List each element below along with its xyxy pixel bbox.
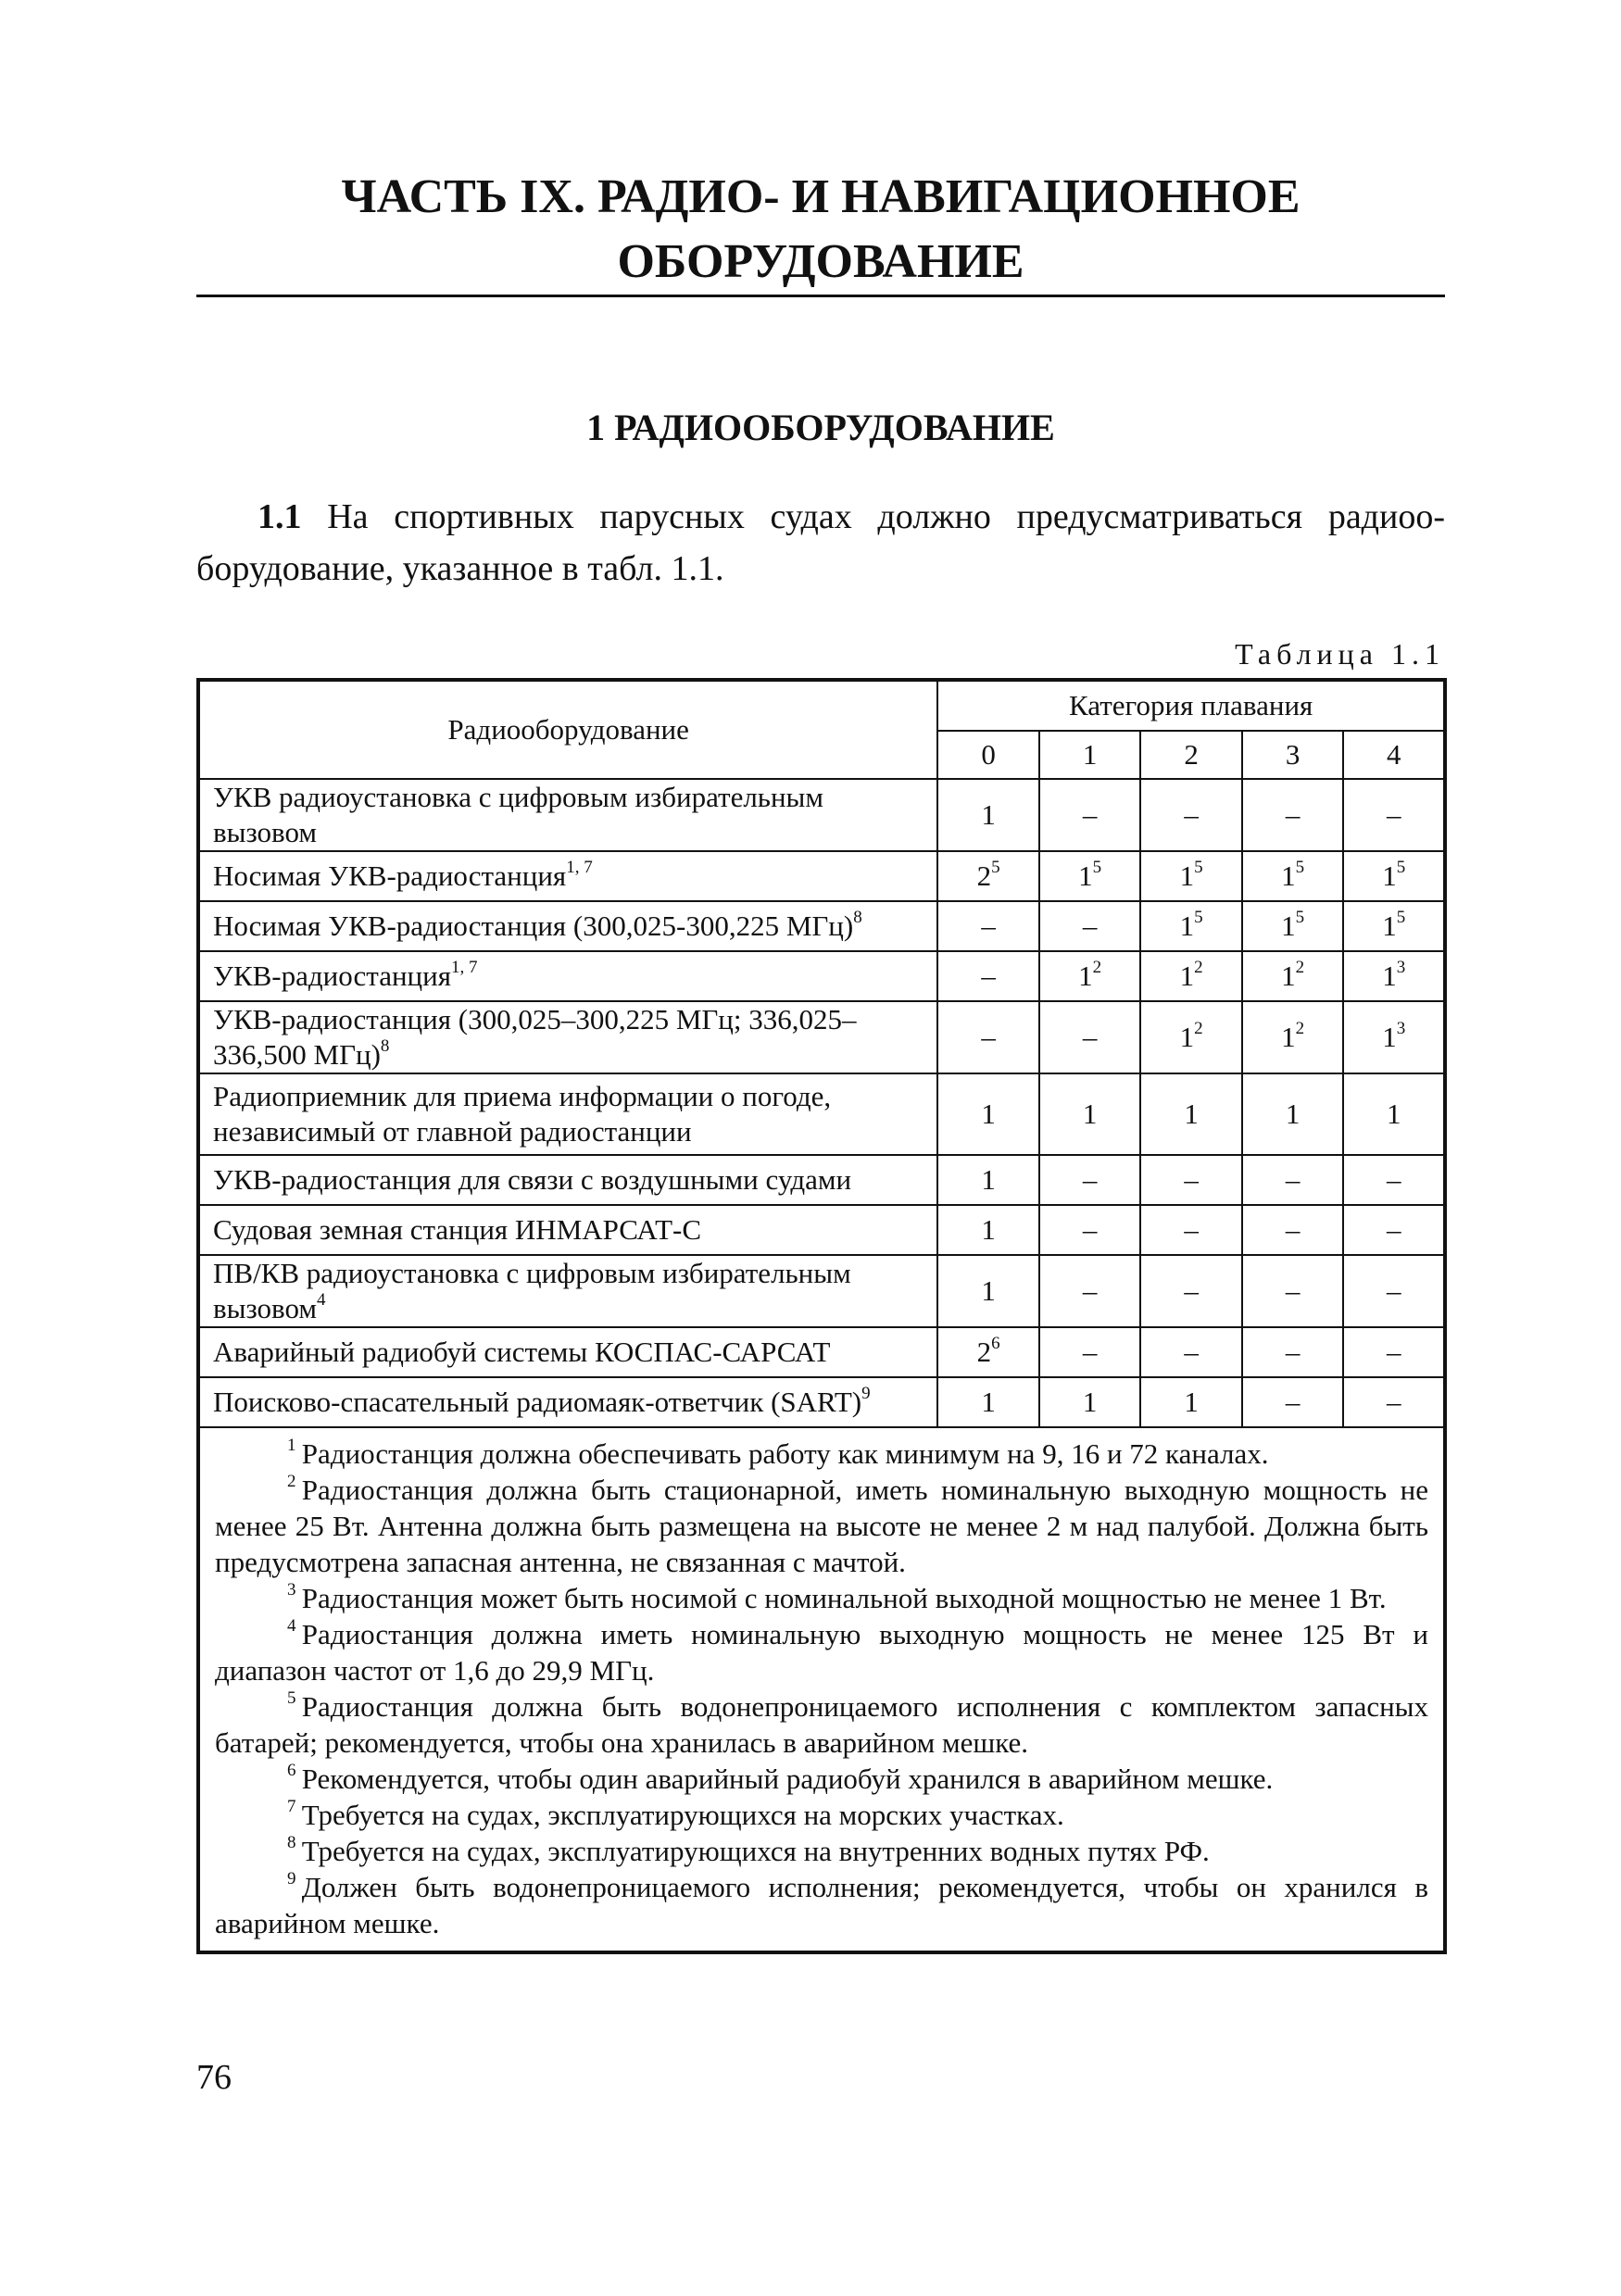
- footnote: [215, 1472, 1428, 1580]
- cell-value: –: [1184, 1213, 1199, 1246]
- footnote: [215, 1436, 1428, 1472]
- value-cell: [937, 1205, 1039, 1255]
- footnote-text: Должен быть водонепроницаемого исполнения; рекомендуется, чтобы он хранился в аварийном мешке.: [215, 1871, 1428, 1939]
- cell-footnote-ref: 5: [1194, 908, 1203, 927]
- page-title-line-2: ОБОРУДОВАНИЕ: [617, 235, 1024, 288]
- value-cell: [1140, 1205, 1242, 1255]
- cell-value: 1: [1082, 1386, 1098, 1418]
- cell-value: –: [1386, 1336, 1401, 1368]
- footnote: [215, 1869, 1428, 1941]
- value-cell: [1039, 1073, 1141, 1155]
- footnote-text: Радиостанция должна быть стационарной, иметь номинальную выходную мощность не менее 25 Вт. Антенна должна быть размещена на высоте не менее 2 м над палубой. Должна быть предусмотрена запасная антенна, не связанная с мачтой.: [215, 1474, 1428, 1578]
- cell-value: –: [1386, 1274, 1401, 1307]
- cell-value: –: [1285, 1163, 1301, 1196]
- value-cell: [1242, 1205, 1344, 1255]
- value-cell: [1343, 901, 1445, 951]
- cell-footnote-ref: 5: [991, 858, 1000, 877]
- paragraph-number: 1.1: [258, 497, 302, 536]
- value-cell: [1242, 901, 1344, 951]
- value-cell: [1140, 1073, 1242, 1155]
- footnote-mark: 5: [287, 1688, 296, 1708]
- value-cell: [1242, 1001, 1344, 1073]
- cell-footnote-ref: 5: [1295, 858, 1305, 877]
- value-cell: [1343, 1377, 1445, 1427]
- value-cell: [1039, 1327, 1141, 1377]
- equipment-name: Радиоприемник для приема информации о погоде, независимый от главной радиостанции: [213, 1080, 832, 1148]
- footnote-ref: 9: [861, 1384, 871, 1403]
- value-cell: [1343, 951, 1445, 1001]
- value-cell: [1039, 901, 1141, 951]
- equipment-name-cell: [198, 1001, 937, 1073]
- cell-value: 1: [1281, 910, 1296, 942]
- cell-footnote-ref: 5: [1194, 858, 1203, 877]
- cell-value: 1: [981, 1163, 996, 1196]
- equipment-name-cell: [198, 1155, 937, 1205]
- value-cell: [1039, 1155, 1141, 1205]
- footnote-ref: 4: [316, 1290, 326, 1310]
- equipment-name-cell: [198, 951, 937, 1001]
- equipment-name-cell: [198, 779, 937, 851]
- footnote-ref: 8: [380, 1036, 390, 1056]
- value-cell: [1242, 1377, 1344, 1427]
- value-cell: [937, 951, 1039, 1001]
- intro-paragraph: [196, 491, 1445, 595]
- value-cell: [1242, 1327, 1344, 1377]
- value-cell: [1039, 851, 1141, 901]
- footnote-mark: 6: [287, 1761, 296, 1780]
- equipment-name: УКВ-радиостанция (300,025–300,225 МГц; 336,025–336,500 МГц): [213, 1003, 857, 1071]
- cell-value: 1: [1184, 1386, 1199, 1418]
- value-cell: [937, 779, 1039, 851]
- footnote-mark: 1: [287, 1436, 296, 1455]
- equipment-name: Носимая УКВ-радиостанция (300,025-300,225 МГц): [213, 910, 854, 942]
- cell-value: –: [1285, 1336, 1301, 1368]
- cell-value: 1: [1285, 1098, 1301, 1130]
- footnote-mark: 8: [287, 1833, 296, 1852]
- cell-value: –: [1386, 1386, 1401, 1418]
- cell-value: 1: [1386, 1098, 1401, 1130]
- cell-value: 1: [1382, 910, 1397, 942]
- cell-value: 1: [1281, 960, 1296, 992]
- equipment-name: Судовая земная станция ИНМАРСАТ-С: [213, 1213, 701, 1246]
- cell-footnote-ref: 2: [1295, 958, 1305, 977]
- cell-value: –: [1082, 1336, 1098, 1368]
- cell-value: –: [1184, 798, 1199, 831]
- value-cell: [937, 1001, 1039, 1073]
- value-cell: [937, 851, 1039, 901]
- equipment-name-cell: [198, 1255, 937, 1327]
- page-number: 76: [196, 2058, 232, 2097]
- equipment-name: Аварийный радиобуй системы КОСПАС-САРСАТ: [213, 1336, 831, 1368]
- footnote: [215, 1761, 1428, 1797]
- value-cell: [1343, 1205, 1445, 1255]
- cell-value: –: [1082, 1213, 1098, 1246]
- footnote-text: Радиостанция должна быть водонепроницаемого исполнения с комплектом запасных батарей; рекомендуется, чтобы она хранилась в аварийном мешке.: [215, 1690, 1428, 1759]
- cell-footnote-ref: 5: [1396, 858, 1406, 877]
- footnote-text: Радиостанция должна обеспечивать работу как минимум на 9, 16 и 72 каналах.: [301, 1437, 1269, 1470]
- category-0-header: 0: [937, 731, 1039, 779]
- table-row: [198, 1327, 1445, 1377]
- cell-value: –: [1285, 1386, 1301, 1418]
- intro-text-2: борудование, указанное в табл. 1.1.: [196, 549, 724, 588]
- equipment-name-cell: [198, 1205, 937, 1255]
- footnote-text: Радиостанция должна иметь номинальную выходную мощность не менее 125 Вт и диапазон частот от 1,6 до 29,9 МГц.: [215, 1618, 1428, 1687]
- value-cell: [1343, 779, 1445, 851]
- cell-value: –: [1082, 1021, 1098, 1053]
- value-cell: [1242, 951, 1344, 1001]
- cell-value: 1: [1082, 1098, 1098, 1130]
- cell-value: –: [981, 960, 996, 992]
- value-cell: [1140, 851, 1242, 901]
- title-rule: [196, 295, 1445, 297]
- cell-footnote-ref: 3: [1396, 1019, 1406, 1038]
- cell-value: –: [1184, 1336, 1199, 1368]
- value-cell: [1140, 901, 1242, 951]
- value-cell: [1343, 1155, 1445, 1205]
- cell-value: 1: [1179, 859, 1195, 892]
- intro-text-1: На спортивных парусных судах должно предусматриваться радиоо-: [327, 497, 1446, 536]
- value-cell: [937, 1073, 1039, 1155]
- category-3-header: 3: [1242, 731, 1344, 779]
- category-2-header: 2: [1140, 731, 1242, 779]
- cell-value: 1: [1382, 859, 1397, 892]
- value-cell: [1343, 1327, 1445, 1377]
- value-cell: [1343, 851, 1445, 901]
- cell-value: –: [1082, 1274, 1098, 1307]
- equipment-name-cell: [198, 1073, 937, 1155]
- cell-value: –: [981, 910, 996, 942]
- equipment-name-cell: [198, 1377, 937, 1427]
- equipment-name: ПВ/КВ радиоустановка с цифровым избирательным вызовом: [213, 1257, 851, 1324]
- equipment-name-cell: [198, 901, 937, 951]
- footnote-mark: 3: [287, 1580, 296, 1600]
- cell-footnote-ref: 6: [991, 1334, 1000, 1353]
- intro-line-1: [196, 491, 1445, 543]
- cell-footnote-ref: 5: [1295, 908, 1305, 927]
- value-cell: [1343, 1001, 1445, 1073]
- footnote-mark: 9: [287, 1869, 296, 1888]
- value-cell: [937, 1155, 1039, 1205]
- cell-value: –: [1082, 910, 1098, 942]
- cell-value: 1: [1382, 960, 1397, 992]
- table-row: [198, 951, 1445, 1001]
- category-1-header: 1: [1039, 731, 1141, 779]
- cell-value: –: [1386, 1213, 1401, 1246]
- value-cell: [937, 901, 1039, 951]
- value-cell: [1140, 779, 1242, 851]
- cell-value: –: [1285, 1213, 1301, 1246]
- footnote-text: Рекомендуется, чтобы один аварийный радиобуй хранился в аварийном мешке.: [301, 1763, 1274, 1795]
- section-heading: 1 РАДИООБОРУДОВАНИЕ: [586, 407, 1055, 448]
- footnote-mark: 2: [287, 1472, 296, 1491]
- value-cell: [1242, 779, 1344, 851]
- cell-footnote-ref: 2: [1194, 1019, 1203, 1038]
- cell-value: 1: [981, 1213, 996, 1246]
- footnote: [215, 1797, 1428, 1833]
- cell-footnote-ref: 2: [1295, 1019, 1305, 1038]
- equipment-header: Радиооборудование: [198, 680, 937, 779]
- table-row: [198, 851, 1445, 901]
- cell-value: 1: [981, 1098, 996, 1130]
- value-cell: [1242, 1255, 1344, 1327]
- value-cell: [1343, 1255, 1445, 1327]
- value-cell: [1140, 1377, 1242, 1427]
- equipment-name: УКВ-радиостанция для связи с воздушными судами: [213, 1163, 852, 1196]
- cell-value: 1: [981, 1274, 996, 1307]
- cell-value: 2: [976, 859, 992, 892]
- table-row: [198, 1001, 1445, 1073]
- equipment-name-cell: [198, 851, 937, 901]
- value-cell: [1039, 1205, 1141, 1255]
- footnote: [215, 1616, 1428, 1688]
- equipment-table: [196, 678, 1447, 1954]
- footnote-mark: 4: [287, 1616, 296, 1636]
- table-row: [198, 901, 1445, 951]
- table-body: [198, 779, 1445, 1427]
- page-title-line-1: ЧАСТЬ IX. РАДИО- И НАВИГАЦИОННОЕ: [341, 170, 1301, 223]
- footnote-ref: 1, 7: [451, 958, 478, 977]
- cell-value: –: [1386, 1163, 1401, 1196]
- table-row: [198, 779, 1445, 851]
- value-cell: [1343, 1073, 1445, 1155]
- cell-value: 1: [1179, 960, 1195, 992]
- value-cell: [937, 1327, 1039, 1377]
- table-row: [198, 1155, 1445, 1205]
- footnote-text: Требуется на судах, эксплуатирующихся на морских участках.: [301, 1799, 1064, 1831]
- footnote: [215, 1833, 1428, 1869]
- cell-value: –: [1082, 798, 1098, 831]
- category-header: Категория плавания: [937, 680, 1445, 731]
- cell-footnote-ref: 5: [1092, 858, 1102, 877]
- page-title: [196, 165, 1445, 295]
- value-cell: [1140, 1001, 1242, 1073]
- cell-value: 1: [1179, 1021, 1195, 1053]
- table-row: [198, 1073, 1445, 1155]
- table-caption: Таблица 1.1: [1235, 637, 1445, 671]
- cell-value: 1: [981, 1386, 996, 1418]
- footnote: [215, 1580, 1428, 1616]
- value-cell: [1140, 951, 1242, 1001]
- value-cell: [1039, 1377, 1141, 1427]
- footnote-text: Радиостанция может быть носимой с номинальной выходной мощностью не менее 1 Вт.: [301, 1582, 1387, 1614]
- cell-value: –: [1082, 1163, 1098, 1196]
- cell-footnote-ref: 2: [1194, 958, 1203, 977]
- cell-value: –: [1285, 1274, 1301, 1307]
- equipment-name: УКВ радиоустановка с цифровым избирательным вызовом: [213, 781, 823, 848]
- footnotes: [198, 1427, 1445, 1952]
- footnote-ref: 8: [853, 908, 862, 927]
- equipment-name: Поисково-спасательный радиомаяк-ответчик (SART): [213, 1386, 862, 1418]
- footnote-text: Требуется на судах, эксплуатирующихся на внутренних водных путях РФ.: [301, 1835, 1210, 1867]
- table-row: [198, 1255, 1445, 1327]
- cell-value: –: [1386, 798, 1401, 831]
- value-cell: [1242, 851, 1344, 901]
- footnote-ref: 1, 7: [566, 858, 593, 877]
- cell-value: –: [981, 1021, 996, 1053]
- cell-footnote-ref: 3: [1396, 958, 1406, 977]
- value-cell: [1039, 1001, 1141, 1073]
- cell-value: 1: [981, 798, 996, 831]
- equipment-name: УКВ-радиостанция: [213, 960, 451, 992]
- value-cell: [1039, 779, 1141, 851]
- footnote-mark: 7: [287, 1797, 296, 1816]
- cell-value: 1: [1184, 1098, 1199, 1130]
- equipment-name-cell: [198, 1327, 937, 1377]
- table-row: [198, 1205, 1445, 1255]
- value-cell: [1242, 1155, 1344, 1205]
- value-cell: [937, 1377, 1039, 1427]
- cell-value: 1: [1281, 859, 1296, 892]
- cell-value: –: [1184, 1274, 1199, 1307]
- value-cell: [1140, 1155, 1242, 1205]
- value-cell: [1140, 1255, 1242, 1327]
- footnote: [215, 1688, 1428, 1761]
- value-cell: [1242, 1073, 1344, 1155]
- value-cell: [1039, 1255, 1141, 1327]
- cell-value: 1: [1281, 1021, 1296, 1053]
- cell-value: 2: [976, 1336, 992, 1368]
- value-cell: [937, 1255, 1039, 1327]
- cell-footnote-ref: 5: [1396, 908, 1406, 927]
- value-cell: [1140, 1327, 1242, 1377]
- category-4-header: 4: [1343, 731, 1445, 779]
- cell-value: 1: [1179, 910, 1195, 942]
- value-cell: [1039, 951, 1141, 1001]
- cell-footnote-ref: 2: [1092, 958, 1102, 977]
- cell-value: 1: [1078, 859, 1093, 892]
- cell-value: –: [1285, 798, 1301, 831]
- cell-value: 1: [1078, 960, 1093, 992]
- cell-value: –: [1184, 1163, 1199, 1196]
- cell-value: 1: [1382, 1021, 1397, 1053]
- table-row: [198, 1377, 1445, 1427]
- equipment-name: Носимая УКВ-радиостанция: [213, 859, 567, 892]
